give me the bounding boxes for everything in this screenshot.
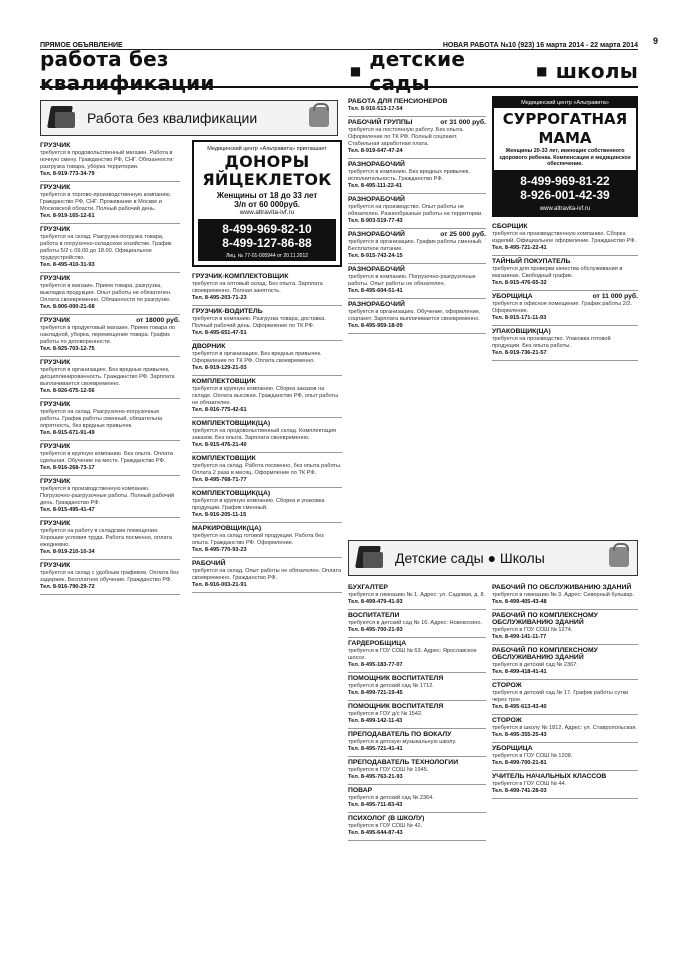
ad-text: требуется в ГОУ СОШ № 42.: [348, 823, 423, 829]
ad-title-text: РАЗНОРАБОЧИЙ: [348, 161, 405, 168]
column-3: [348, 96, 486, 334]
ad-title: [492, 328, 638, 335]
classified-ad: [192, 558, 342, 593]
ad-title: [40, 275, 180, 282]
classified-ad: [492, 680, 638, 715]
ad-phone: Тел. 8-903-519-77-43: [348, 218, 403, 224]
donor-header: Медицинский центр «Альтравита» приглашает: [207, 146, 327, 152]
classified-ad: [40, 518, 180, 560]
ad-title: [348, 231, 486, 238]
ad-title-text: ГРУЗЧИК: [40, 562, 71, 569]
ad-text: требуется в школу № 1812. Адрес: ул. Ставропольская.: [492, 725, 637, 731]
classified-ad: [192, 523, 342, 558]
ad-phone: Тел. 8-916-790-29-72: [40, 584, 95, 590]
classified-ad: [492, 610, 638, 645]
ad-title-text: РАБОЧИЙ ПО КОМПЛЕКСНОМУ ОБСЛУЖИВАНИЮ ЗДАНИЙ: [492, 612, 598, 626]
surrogate-text: Женщины 20-33 лет, имеющие собственного здорового ребенка. Компенсация и медицинское обеспечение.: [499, 148, 631, 168]
ad-title-text: РАБОЧИЙ ГРУППЫ: [348, 119, 413, 126]
ad-text: требуется в крупную компанию. Сборка и упаковка продукции. График сменный.: [192, 497, 325, 511]
ad-text: требуется на производство. Упаковка готовой продукции. Без опыта работы.: [492, 335, 611, 349]
ad-title-text: ГРУЗЧИК: [40, 520, 71, 527]
surrogate-phone-1: 8-499-969-81-22: [520, 173, 610, 188]
ad-phone: Тел. 8-926-675-12-56: [40, 388, 95, 394]
ad-phone: Тел. 8-495-711-83-43: [348, 802, 403, 808]
ad-text: требуется в ГОУ СОШ № 1274.: [492, 627, 573, 633]
surrogate-header: Медицинский центр «Альтравита»: [494, 98, 636, 108]
section-title-kindergartens: детские сады: [369, 47, 466, 95]
donor-phone-1: 8-499-969-82-10: [222, 221, 312, 236]
ad-title-text: ГРУЗЧИК-КОМПЛЕКТОВЩИК: [192, 272, 289, 280]
ad-text: требуется на продовольственный склад. Комплектация заказов. Без опыта. Зарплата своевременно.: [192, 427, 337, 441]
ad-phone: Тел. 8-919-129-21-03: [192, 364, 247, 371]
ad-title-text: ПОМОЩНИК ВОСПИТАТЕЛЯ: [348, 703, 444, 710]
ad-text: требуется для проверки качества обслуживания в магазинах. Свободный график.: [492, 265, 623, 279]
ad-phone: Тел. 8-495-613-43-40: [492, 704, 547, 710]
classified-ad: [492, 256, 638, 291]
ad-title: [40, 142, 180, 149]
running-head-right: НОВАЯ РАБОТА №10 (923) 16 марта 2014 - 22 марта 2014: [442, 42, 638, 49]
ad-text: требуется на склад. Разгрузочно-погрузочные работы. График работы сменный, обязательна опрятность, без вредных привычек.: [40, 409, 163, 429]
ad-text: требуется на оптовый склад. Без опыта. Зарплата своевременно. Полная занятость.: [192, 280, 323, 294]
ad-salary: от 25 000 руб.: [440, 231, 486, 238]
ad-phone: Тел. 8-916-205-11-15: [192, 511, 247, 518]
classified-ad: [348, 638, 486, 673]
ad-title: [492, 773, 638, 780]
ad-title: [192, 455, 342, 462]
ad-phone: Тел. 8-915-495-41-47: [40, 507, 95, 513]
ad-text: требуется на склад. Разгрузка-погрузка товара, работа в погрузочно-складском хозяйстве. График работы 5/2 с 09.00 до 18.00. Официальное трудоустройство.: [40, 234, 172, 261]
ad-text: требуется в организацию. График работы сменный. Бесплатное питание.: [348, 239, 483, 252]
ad-title: [40, 184, 180, 191]
ad-title-text: ПРЕПОДАВАТЕЛЬ ПО ВОКАЛУ: [348, 731, 452, 738]
ad-text: требуется на постоянную работу. Без опыта. Оформление по ТК РФ. Полный соцпакет. Стабильная заработная плата.: [348, 127, 464, 147]
classified-ad: [348, 729, 486, 757]
surrogate-advert: [492, 96, 638, 217]
classified-ad: [192, 341, 342, 376]
ad-text: требуется на производственную компанию. Сборка изделий. Официальное оформление. Гражданство РФ.: [492, 230, 637, 244]
section-title-schools: школы: [555, 59, 638, 83]
classified-ad: [348, 264, 486, 299]
ad-phone: Тел. 8-499-418-41-41: [492, 669, 547, 675]
ad-title-text: УПАКОВЩИК(ЦА): [492, 327, 551, 335]
section-bullet: ■: [349, 64, 362, 78]
header-unskilled: [40, 100, 338, 136]
ad-title: [492, 682, 638, 689]
ad-title: [348, 759, 486, 766]
classified-ad: [192, 271, 342, 306]
ad-title-text: КОМПЛЕКТОВЩИК: [192, 377, 256, 385]
classified-ad: [348, 813, 486, 841]
ad-phone: Тел. 8-495-604-51-41: [348, 288, 403, 294]
ad-title-text: КОМПЛЕКТОВЩИК: [192, 454, 256, 462]
classified-ad: [40, 560, 180, 595]
ad-phone: Тел. 8-916-268-73-17: [40, 465, 95, 471]
ad-phone: Тел. 8-495-763-21-93: [348, 774, 403, 780]
ad-text: требуется в компанию. Без вредных привычек, исполнительность. Гражданство РФ.: [348, 169, 470, 182]
ad-title-text: МАРКИРОВЩИК(ЦА): [192, 524, 262, 532]
classified-ad: [348, 582, 486, 610]
classified-ad: [348, 701, 486, 729]
classified-ad: [40, 140, 180, 182]
donor-age: Женщины от 18 до 33 лет: [216, 190, 318, 200]
donor-title: ДОНОРЫ: [224, 151, 310, 171]
ad-phone: Тел. 8-919-165-12-61: [40, 213, 95, 219]
surrogate-subtitle: МАМА: [538, 129, 592, 147]
ad-phone: Тел. 8-499-700-21-81: [492, 760, 547, 766]
surrogate-site: www.altravita-ivf.ru: [494, 206, 636, 215]
ad-phone: Тел. 8-495-355-25-43: [492, 732, 547, 738]
ad-text: требуется в магазин. Прием товара, разгрузка, выкладка продукции. Опыт работы не обязателен. Оплата своевременно. Обязанности по разгрузке.: [40, 283, 172, 303]
ad-title-text: ПРЕПОДАВАТЕЛЬ ТЕХНОЛОГИИ: [348, 759, 459, 766]
ad-title-text: РАБОЧИЙ ПО КОМПЛЕКСНОМУ ОБСЛУЖИВАНИЮ ЗДАНИЙ: [492, 647, 598, 661]
ad-title: [348, 640, 486, 647]
ad-phone: Тел. 8-915-671-91-49: [40, 430, 95, 436]
classified-ad: [492, 771, 638, 799]
classified-ad: [40, 399, 180, 441]
ad-phone: Тел. 8-495-721-22-41: [492, 244, 547, 251]
classified-ad: [40, 224, 180, 273]
ad-phone: Тел. 8-495-183-77-07: [348, 662, 403, 668]
ad-title: [40, 520, 180, 527]
ad-phone: Тел. 8-915-743-24-15: [348, 253, 403, 259]
classified-ad: [348, 96, 486, 117]
classified-ad: [492, 326, 638, 361]
ad-title: [348, 675, 486, 682]
ad-text: требуется на склад готовой продукции. Работа без опыта. Гражданство РФ. Оформление.: [192, 532, 324, 546]
ad-text: требуется в продуктовый магазин. Прием товара по накладной, уборка, перемещение товара. График работы по договоренности.: [40, 325, 175, 345]
ad-title: [192, 273, 342, 280]
ad-text: требуется на склад. Работа посменно, без опыта работы. Оплата 2 раза в месяц. Оформление по ТК РФ.: [192, 462, 342, 476]
ad-title: [192, 308, 342, 315]
ad-phone: Тел. 8-915-476-21-40: [192, 441, 247, 448]
ad-title-text: ГРУЗЧИК: [40, 401, 71, 408]
ad-title-text: СТОРОЖ: [492, 717, 522, 724]
ad-title: [40, 401, 180, 408]
ad-title: [40, 317, 180, 324]
classified-ad: [492, 582, 638, 610]
classified-ad: [348, 299, 486, 334]
column-4: [492, 96, 638, 361]
classified-ad: [40, 182, 180, 224]
column-2: [192, 140, 342, 593]
ad-title-text: ПОВАР: [348, 787, 373, 794]
ad-phone: Тел. 8-495-111-22-41: [348, 183, 402, 189]
classified-ad: [492, 221, 638, 256]
section-bullet: ■: [536, 64, 548, 78]
ad-title: [492, 612, 638, 626]
ad-text: требуется в крупную компанию. Сборка заказов на складе. Оплата высокая. Гражданство РФ, опыт работы не обязателен.: [192, 385, 339, 406]
ad-phone: Тел. 8-919-736-21-57: [492, 349, 547, 356]
ad-title: [492, 584, 638, 591]
bag-icon: [309, 107, 329, 127]
ad-text: требуется в компанию. Погрузочно-разгрузочные работы. Опыт работы не обязателен.: [348, 274, 476, 287]
donor-advert: [192, 140, 342, 267]
ad-text: требуется в крупную компанию. Без опыта. Оплата сдельная. Обучение на месте. Гражданство РФ.: [40, 451, 173, 464]
ad-title: [40, 226, 180, 233]
ad-title-text: РАЗНОРАБОЧИЙ: [348, 231, 405, 238]
ad-phone: Тел. 8-495-959-18-09: [348, 323, 403, 329]
ad-title: [492, 647, 638, 661]
ad-title-text: КОМПЛЕКТОВЩИК(ЦА): [192, 419, 271, 427]
ad-title: [348, 612, 486, 619]
classified-ad: [40, 273, 180, 315]
ad-phone: Тел. 8-495-203-71-23: [192, 294, 247, 301]
ad-title-text: ГРУЗЧИК-ВОДИТЕЛЬ: [192, 307, 263, 315]
ad-phone: Тел. 8-915-476-65-32: [492, 279, 547, 286]
page-number: 9: [652, 36, 658, 46]
ad-text: требуется в ГОУ д/с № 1542.: [348, 711, 423, 717]
ad-phone: Тел. 8-915-171-11-93: [492, 314, 547, 321]
classified-ad: [40, 441, 180, 476]
ad-title-text: КОМПЛЕКТОВЩИК(ЦА): [192, 489, 271, 497]
ad-text: требуется на производство. Опыт работы не обязателен. Разнообразные работы на территории.: [348, 204, 483, 217]
header-kindergartens-label: Детские сады ● Школы: [395, 550, 545, 566]
ad-salary: от 31 000 руб.: [440, 119, 486, 126]
ad-title-text: БУХГАЛТЕР: [348, 584, 388, 591]
ad-text: требуется в детский сад № 2364.: [348, 795, 434, 801]
ad-title-text: ГРУЗЧИК: [40, 443, 71, 450]
ad-title: [348, 703, 486, 710]
ad-text: требуется в ГОУ СОШ № 1945.: [348, 767, 429, 773]
classified-ad: [492, 645, 638, 680]
ad-phone: Тел. 8-919-647-47-24: [348, 148, 403, 154]
ad-phone: Тел. 8-495-770-93-23: [192, 546, 247, 553]
surrogate-title: СУРРОГАТНАЯ: [502, 110, 628, 128]
ad-phone: Тел. 8-499-741-28-03: [492, 788, 547, 794]
ad-title-text: РАБОТА ДЛЯ ПЕНСИОНЕРОВ: [348, 98, 448, 105]
donor-pay: З/п от 60 000руб.: [234, 199, 300, 209]
classified-ad: [192, 376, 342, 418]
ad-title-text: ГРУЗЧИК: [40, 184, 71, 191]
briefcase-icon: [47, 104, 81, 132]
ad-text: требуется в ГОУ СОШ № 1208.: [492, 753, 573, 759]
donor-phone-2: 8-499-127-86-88: [222, 235, 312, 250]
ad-title-text: РАБОЧИЙ: [192, 559, 226, 567]
classified-ad: [348, 673, 486, 701]
ad-phone: Тел. 8-916-513-17-54: [348, 106, 403, 112]
ad-title-text: ВОСПИТАТЕЛИ: [348, 612, 400, 619]
donor-phones: [198, 219, 336, 253]
ad-title-text: ДВОРНИК: [192, 342, 226, 350]
section-band: [40, 47, 638, 95]
ad-phone: Тел. 8-925-703-12-75: [40, 346, 95, 352]
ad-title-text: УЧИТЕЛЬ НАЧАЛЬНЫХ КЛАССОВ: [492, 773, 607, 780]
ad-title-text: СТОРОЖ: [492, 682, 522, 689]
classified-ad: [192, 418, 342, 453]
ad-title: [40, 359, 180, 366]
classified-ad: [348, 610, 486, 638]
ad-title-text: ГРУЗЧИК: [40, 142, 71, 149]
ad-phone: Тел. 8-499-721-19-45: [348, 690, 403, 696]
ad-title-text: ГРУЗЧИК: [40, 275, 71, 282]
ad-title-text: УБОРЩИЦА: [492, 745, 533, 752]
ad-title: [192, 420, 342, 427]
ad-title: [348, 584, 486, 591]
ad-title-text: ГРУЗЧИК: [40, 359, 71, 366]
ad-phone: Тел. 8-499-142-11-43: [348, 718, 403, 724]
ad-text: требуется на работу в складские помещения. Хорошие условия труда. Работа посменно, оплата ежедневно.: [40, 528, 172, 548]
classified-ad: [348, 785, 486, 813]
ad-phone: Тел. 8-906-000-21-68: [40, 304, 95, 310]
ad-title-text: РАЗНОРАБОЧИЙ: [348, 266, 405, 273]
ad-title: [192, 378, 342, 385]
ad-title: [348, 98, 486, 105]
ad-phone: Тел. 8-499-405-43-48: [492, 599, 547, 605]
donor-site: www.altravita-ivf.ru: [239, 208, 295, 216]
ad-title: [348, 815, 486, 822]
ad-salary: от 18000 руб.: [136, 317, 180, 324]
ad-salary: от 11 000 руб.: [592, 292, 638, 300]
ad-title-text: ТАЙНЫЙ ПОКУПАТЕЛЬ: [492, 257, 571, 265]
ad-title: [40, 443, 180, 450]
ad-text: требуется в производственную компанию. Погрузочно-разгрузочные работы. Полный рабочий день. Гражданство РФ.: [40, 486, 175, 506]
classified-ad: [40, 315, 180, 357]
column-3-schools: [348, 582, 486, 841]
ad-title: [348, 196, 486, 203]
ad-phone: Тел. 8-916-775-42-61: [192, 406, 247, 413]
ad-title: [492, 745, 638, 752]
ad-title: [348, 266, 486, 273]
ad-title: [348, 119, 486, 126]
ad-title-text: ПОМОЩНИК ВОСПИТАТЕЛЯ: [348, 675, 444, 682]
classified-ad: [492, 715, 638, 743]
classified-ad: [348, 194, 486, 229]
classified-ad: [192, 306, 342, 341]
ad-text: требуется в детскую музыкальную школу.: [348, 739, 457, 745]
surrogate-phones: [494, 170, 636, 206]
ad-title-text: ГРУЗЧИК: [40, 226, 71, 233]
ad-text: требуется в ГОУ СОШ № 44.: [492, 781, 567, 787]
ad-phone: Тел. 8-916-003-21-91: [192, 581, 247, 588]
ad-title: [492, 258, 638, 265]
classified-ad: [492, 291, 638, 326]
ad-text: требуется в организацию. Обучение, оформление, соцпакет. Зарплата выплачивается своевременно.: [348, 309, 481, 322]
ad-text: требуется в детский сад № 1712.: [348, 683, 434, 689]
ad-title-text: ГРУЗЧИК: [40, 317, 71, 324]
ad-text: требуется на склад с удобным графиком. Оплата без задержек. Бесплатное обучение. Гражданство РФ.: [40, 570, 179, 583]
ad-phone: Тел. 8-495-700-21-93: [348, 627, 403, 633]
ad-text: требуется в организацию. Без вредных привычек, дисциплинированность. Гражданство РФ. Зарплата выплачивается своевременно.: [40, 367, 175, 387]
classified-ad: [348, 757, 486, 785]
ad-phone: Тел. 8-919-210-10-34: [40, 549, 95, 555]
ad-title: [348, 787, 486, 794]
ad-title: [492, 717, 638, 724]
ad-title: [348, 161, 486, 168]
ad-text: требуется в компанию. Разгрузка товара, доставка. Полный рабочий день. Оформление по ТК РФ.: [192, 315, 326, 329]
ad-text: требуется на склад. Опыт работы не обязателен. Оплата своевременно. Гражданство РФ.: [192, 567, 341, 581]
classified-ad: [348, 117, 486, 159]
donor-subtitle: ЯЙЦЕКЛЕТОК: [202, 169, 332, 189]
ad-title: [348, 301, 486, 308]
ad-title-text: РАЗНОРАБОЧИЙ: [348, 301, 405, 308]
ad-phone: Тел. 8-499-479-41-93: [348, 599, 403, 605]
ad-text: требуется в организацию. Без вредных привычек. Оформление по ТК РФ. Оплата своевременно.: [192, 350, 322, 364]
ad-title: [348, 731, 486, 738]
ad-title-text: РАБОЧИЙ ПО ОБСЛУЖИВАНИЮ ЗДАНИЙ: [492, 584, 632, 591]
ad-text: требуется в ГОУ СОШ № 63. Адрес: Ярославское шоссе.: [348, 648, 477, 661]
ad-title: [192, 560, 342, 567]
ad-title: [492, 293, 638, 300]
classified-ad: [348, 229, 486, 264]
classified-ad: [348, 159, 486, 194]
ad-phone: Тел. 8-495-651-47-51: [192, 329, 247, 336]
ad-title: [192, 343, 342, 350]
header-kindergartens: [348, 540, 638, 576]
ad-title: [492, 223, 638, 230]
ad-phone: Тел. 8-499-141-11-77: [492, 634, 547, 640]
ad-phone: Тел. 8-919-773-34-79: [40, 171, 95, 177]
classified-ad: [192, 453, 342, 488]
ad-phone: Тел. 8-495-644-87-43: [348, 830, 403, 836]
ad-title: [40, 478, 180, 485]
ad-text: требуются в детский сад № 16. Адрес: Новокосино.: [348, 620, 483, 626]
surrogate-phone-2: 8-926-001-42-39: [520, 187, 610, 202]
ad-text: требуется в детский сад № 2367.: [492, 662, 578, 668]
ad-phone: Тел. 8-495-410-31-93: [40, 262, 95, 268]
ad-text: требуется в продовольственный магазин. Работа в ночную смену. Гражданство РФ, СНГ. Обязанности: разгрузка товара, уборка территории.: [40, 150, 174, 170]
ad-title: [192, 525, 342, 532]
ad-phone: Тел. 8-495-721-41-41: [348, 746, 403, 752]
classified-ad: [40, 357, 180, 399]
section-title-unskilled: работа без квалификации: [40, 47, 215, 95]
book-icon: [355, 544, 389, 572]
classified-ad: [40, 476, 180, 518]
column-1: [40, 140, 180, 595]
ad-text: требуется в торгово-производственную компанию. Гражданство РФ, СНГ. Проживание в Москве и Московской области. Полный рабочий день.: [40, 192, 172, 212]
ad-title: [192, 490, 342, 497]
ad-text: требуется в детский сад № 17. График работы сутки через трое.: [492, 690, 629, 703]
ad-title-text: СБОРЩИК: [492, 222, 528, 230]
ad-text: требуется в гимназию № 1. Адрес: ул. Садовая, д. 8.: [348, 592, 486, 598]
ad-title-text: РАЗНОРАБОЧИЙ: [348, 196, 405, 203]
classified-ad: [492, 743, 638, 771]
ad-title-text: УБОРЩИЦА: [492, 292, 533, 300]
ad-text: требуется в гимназию № 3. Адрес: Северный бульвар.: [492, 592, 635, 598]
school-bag-icon: [609, 547, 629, 567]
running-head-left: ПРЯМОЕ ОБЪЯВЛЕНИЕ: [40, 42, 123, 49]
classified-ad: [192, 488, 342, 523]
donor-license: Лиц. № 77-01-005944 от 20.11.2012: [198, 253, 336, 261]
header-unskilled-label: Работа без квалификации: [87, 110, 258, 126]
ad-text: требуется в офисное помещение. График работы 2/2. Оформление.: [492, 300, 633, 314]
ad-phone: Тел. 8-495-768-71-77: [192, 476, 247, 483]
ad-title-text: ПСИХОЛОГ (В ШКОЛУ): [348, 815, 425, 822]
column-4-schools: [492, 582, 638, 799]
ad-title: [40, 562, 180, 569]
ad-title-text: ГАРДЕРОБЩИЦА: [348, 640, 407, 647]
ad-title-text: ГРУЗЧИК: [40, 478, 71, 485]
